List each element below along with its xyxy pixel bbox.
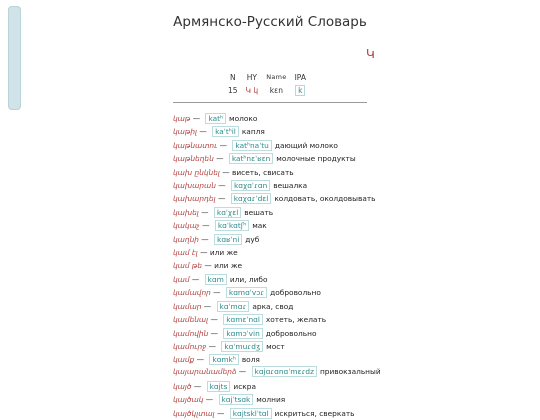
entry-headword[interactable]: կախարդել	[173, 194, 216, 204]
entry-ipa: kɑjˈtsɑk	[219, 394, 254, 405]
entry-headword[interactable]: կայծկլտալ	[173, 408, 215, 418]
list-item: կախել — kɑˈχɛl вешать	[173, 207, 274, 217]
list-item: կաթնեղեն — katʰnɛˈʁɛn молочные продукты	[173, 154, 356, 164]
list-item: կաղնի — kɑʁˈni дуб	[173, 234, 260, 244]
list-item: կակաչ — kɑˈkɑtʃʰ мак	[173, 221, 267, 231]
header-ipa: IPA	[294, 73, 306, 82]
list-item: կամավոր — kɑmɑˈvɔɾ добровольно	[173, 288, 321, 298]
entry-translation: капля	[241, 127, 265, 137]
entry-headword[interactable]: կամ թե	[173, 261, 203, 271]
entry-ipa: kɑˈkɑtʃʰ	[215, 220, 249, 231]
entry-translation: добровольно	[265, 328, 317, 338]
list-item: կաթնատու — katʰnaˈtu дающий молоко	[173, 140, 338, 150]
entry-translation: висеть, свисать	[232, 167, 294, 177]
entry-ipa: kɑjtsklˈtɑl	[230, 408, 272, 419]
entry-headword[interactable]: կամովին	[173, 328, 209, 338]
list-item: կամ — kɑm или, либо	[173, 274, 268, 284]
entry-translation: молочные продукты	[276, 154, 356, 164]
entry-translation: или, либо	[229, 274, 268, 284]
letter-hy: Կ կ	[245, 86, 259, 95]
entry-ipa: kɑʁˈni	[214, 234, 242, 245]
list-item: կամ թե — или же	[173, 261, 243, 271]
entry-ipa: kɑmɑˈvɔɾ	[226, 287, 267, 298]
list-item: կախարան — kɑχɑˈɾɑn вешалка	[173, 181, 308, 191]
entry-ipa: kɑˈmɑɾ	[217, 301, 250, 312]
list-item: կայծկլտալ — kɑjtsklˈtɑl искриться, сверкать	[173, 408, 355, 418]
entry-headword[interactable]: կայարանամերձ	[173, 366, 237, 376]
entry-ipa: kɑχɑɾˈdɛl	[231, 193, 272, 204]
entry-headword[interactable]: կաթնատու	[173, 140, 218, 150]
entry-translation: или же	[209, 248, 238, 258]
list-item: կայծ — kɑjts искра	[173, 381, 256, 391]
entry-headword[interactable]: կամար	[173, 301, 202, 311]
entry-headword[interactable]: կամ էլ	[173, 248, 198, 258]
entry-translation: или же	[214, 261, 243, 271]
entry-translation: вешать	[244, 207, 274, 217]
header-n: N	[229, 73, 236, 82]
entry-translation: хотеть, желать	[265, 315, 327, 325]
list-item: կախ ընկնել — висеть, свисать	[173, 167, 294, 177]
header-hy: HY	[246, 73, 257, 82]
divider	[173, 102, 367, 103]
entry-ipa: kɑmɔˈvin	[223, 328, 262, 339]
entry-translation: мост	[266, 341, 285, 351]
entry-headword[interactable]: կամ	[173, 274, 190, 284]
list-item: կաթ — katʰ молоко	[173, 114, 258, 123]
letter-info-table	[224, 71, 310, 97]
entry-translation: привокзальный	[319, 366, 381, 376]
entry-headword[interactable]: կայծ	[173, 381, 192, 391]
entry-headword[interactable]: կամավոր	[173, 288, 211, 298]
entry-translation: вешалка	[273, 181, 308, 191]
entry-list	[173, 112, 383, 420]
entry-translation: искра	[233, 381, 256, 391]
list-item: կամովին — kɑmɔˈvin добровольно	[173, 328, 317, 338]
list-item: կամուրջ — kɑˈmuɾdʒ мост	[173, 341, 285, 351]
letter-ipa: k	[295, 85, 305, 96]
entry-headword[interactable]: կախ ընկնել	[173, 167, 220, 177]
entry-ipa: kɑmkʰ	[209, 354, 238, 365]
list-item: կամենալ — kɑmɛˈnɑl хотеть, желать	[173, 315, 327, 325]
list-item: կամար — kɑˈmɑɾ арка, свод	[173, 301, 294, 311]
letter-table-header	[224, 71, 310, 84]
entry-ipa: kɑˈχɛl	[214, 207, 241, 218]
letter-table-row	[224, 84, 310, 97]
entry-headword[interactable]: կաղնի	[173, 234, 199, 244]
list-item: կայծակ — kɑjˈtsɑk молния	[173, 395, 286, 405]
entry-translation: дающий молоко	[274, 140, 338, 150]
entry-headword[interactable]: կամք	[173, 355, 195, 365]
section-letter: Կ	[366, 47, 375, 61]
entry-ipa: kɑjts	[207, 381, 231, 392]
entry-headword[interactable]: կաթ	[173, 114, 191, 123]
list-item: կաթիլ — kaˈtʰil капля	[173, 127, 265, 137]
entry-ipa: katʰnɛˈʁɛn	[229, 153, 273, 164]
entry-headword[interactable]: կաթիլ	[173, 127, 198, 137]
list-item: կայարանամերձ — kɑjɑɾɑnɑˈmɛɾdz привокзальный	[173, 366, 381, 376]
entry-ipa: kɑm	[205, 274, 227, 285]
entry-headword[interactable]: կաթնեղեն	[173, 154, 214, 164]
header-name: Name	[266, 73, 287, 81]
entry-ipa: katʰnaˈtu	[232, 140, 271, 151]
letter-name: kɛn	[269, 86, 283, 95]
entry-ipa: kɑˈmuɾdʒ	[221, 341, 263, 352]
list-item: կամք — kɑmkʰ воля	[173, 355, 260, 365]
entry-translation: воля	[241, 355, 260, 365]
entry-translation: мак	[252, 221, 267, 231]
entry-headword[interactable]: կայծակ	[173, 395, 204, 405]
entry-translation: арка, свод	[252, 301, 294, 311]
entry-headword[interactable]: կախարան	[173, 181, 216, 191]
entry-translation: молния	[256, 395, 286, 405]
entry-headword[interactable]: կամուրջ	[173, 341, 207, 351]
entry-ipa: kɑχɑˈɾɑn	[231, 180, 270, 191]
entry-ipa: katʰ	[205, 113, 226, 124]
entry-headword[interactable]: կակաչ	[173, 221, 200, 231]
entry-translation: молоко	[229, 114, 258, 123]
letter-number: 15	[228, 86, 238, 95]
entry-headword[interactable]: կամենալ	[173, 315, 209, 325]
entry-translation: искриться, сверкать	[274, 408, 355, 418]
page-title: Армянско-Русский Словарь	[173, 14, 367, 30]
entry-ipa: kɑmɛˈnɑl	[223, 314, 263, 325]
entry-ipa: kaˈtʰil	[212, 126, 239, 137]
entry-translation: колдовать, околдовывать	[274, 194, 376, 204]
entry-ipa: kɑjɑɾɑnɑˈmɛɾdz	[252, 366, 317, 377]
list-item: կամ էլ — или же	[173, 248, 238, 258]
entry-translation: добровольно	[270, 288, 321, 298]
entry-translation: дуб	[245, 234, 260, 244]
list-item: կախարդել — kɑχɑɾˈdɛl колдовать, околдовывать	[173, 194, 376, 204]
entry-headword[interactable]: կախել	[173, 207, 199, 217]
